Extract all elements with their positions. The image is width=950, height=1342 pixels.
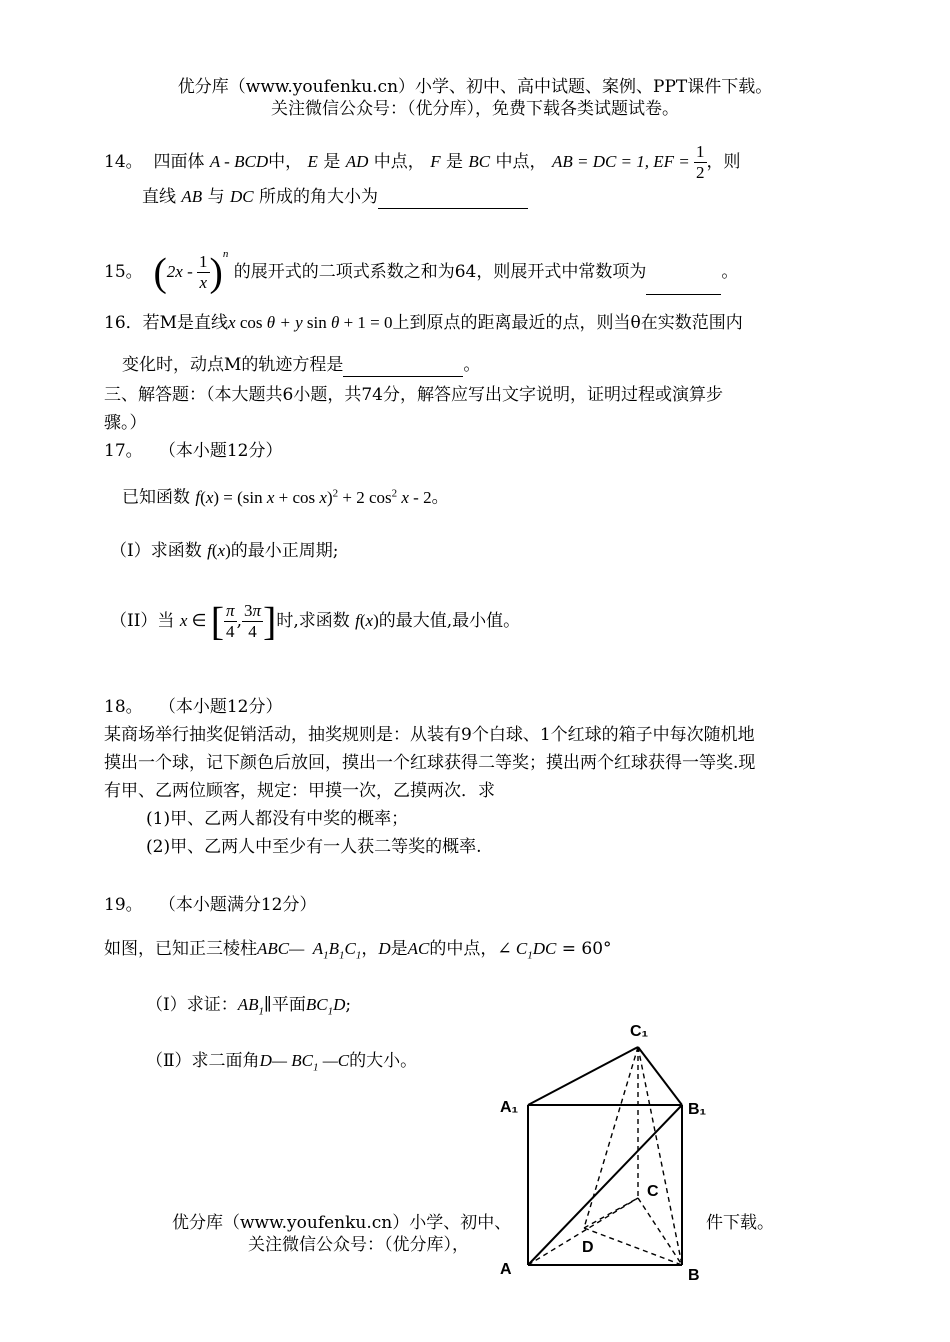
q19-text: 的中点， bbox=[429, 939, 498, 959]
section-3-heading-cont: 骤。） bbox=[104, 413, 147, 433]
header-line-2: 关注微信公众号：（优分库），免费下载各类试题试卷。 bbox=[271, 99, 679, 119]
prism-figure bbox=[490, 1010, 730, 1304]
q14-text: 中点， bbox=[373, 152, 425, 172]
question-16-line-1 bbox=[104, 312, 743, 334]
question-17-part-1 bbox=[110, 540, 338, 562]
math-tetrahedron: A - BCD bbox=[209, 152, 269, 171]
q19-text: 是 bbox=[390, 939, 408, 959]
math-line-equation: x bbox=[228, 313, 236, 332]
math-text: θ bbox=[330, 313, 340, 332]
score-label: （本小题满分12分） bbox=[158, 895, 317, 915]
q16-text: 变化时，动点M的轨迹方程是 bbox=[122, 355, 344, 375]
q19-text: ， bbox=[361, 939, 379, 959]
math-function: f bbox=[195, 487, 201, 507]
q16-text: 。 bbox=[463, 355, 481, 375]
question-18-number: 18。 bbox=[104, 697, 143, 717]
section-3-heading: 三、解答题：（本大题共6小题，共74分，解答应写出文字说明，证明过程或演算步 bbox=[104, 385, 723, 405]
score-label: （本小题12分） bbox=[158, 697, 283, 717]
math-prism: ABC— $A_1B_1C_1$ bbox=[257, 939, 362, 962]
label-a1: A₁ bbox=[500, 1099, 519, 1116]
question-18-sub-1: (1)甲、乙两人都没有中奖的概率； bbox=[146, 809, 409, 829]
question-17-given bbox=[122, 482, 449, 509]
question-18-sub-2: (2)甲、乙两人中至少有一人获二等奖的概率. bbox=[146, 837, 482, 857]
question-14-line-2 bbox=[142, 186, 528, 209]
q14-text: 中点， bbox=[495, 152, 547, 172]
q14-text: 是 bbox=[446, 152, 463, 172]
footer-line-2: 关注微信公众号：（优分库）， bbox=[248, 1235, 469, 1255]
math-bc: BC bbox=[468, 152, 491, 171]
q19-text: = 60° bbox=[556, 939, 612, 959]
question-18-line-1: 某商场举行抽奖促销活动，抽奖规则是：从装有9个白球、1个红球的箱子中每次随机地 bbox=[104, 725, 755, 745]
q19-text: ; bbox=[345, 995, 352, 1015]
label-b: B bbox=[688, 1267, 700, 1284]
fraction-3pi-4: $\frac{3\pi}{4}$ bbox=[243, 601, 261, 641]
bracket-right: ] bbox=[263, 598, 277, 644]
q17-text: 已知函数 bbox=[122, 487, 190, 508]
question-19-number: 19。 bbox=[104, 895, 143, 915]
math-text: sin bbox=[302, 313, 331, 332]
math-ab: AB bbox=[181, 187, 203, 206]
fraction-pi-4: $\frac{\pi}{4}$ bbox=[226, 601, 235, 641]
question-18-header bbox=[104, 696, 283, 718]
score-label: （本小题12分） bbox=[158, 441, 283, 461]
question-18-line-3: 有甲、乙两位顾客，规定：甲摸一次，乙摸两次．求 bbox=[104, 781, 495, 801]
q17-text: 的最大值,最小值。 bbox=[378, 611, 521, 631]
question-17-part-2: （II）当 x ∈ [ $\frac{\pi}{4}$ , $\frac{3\pi}{4}$ ]时,求函数 f(x)的最大值,最小值。 bbox=[110, 598, 521, 644]
q14-text: 与 bbox=[207, 187, 225, 207]
q19-text: （Ⅱ）求二面角 bbox=[146, 1051, 260, 1071]
bracket-left: [ bbox=[210, 598, 225, 644]
question-16-number: 16．若M是直线 bbox=[104, 313, 229, 333]
math-d: D bbox=[378, 939, 391, 958]
footer-line-1a: 优分库（www.youfenku.cn）小学、初中、 bbox=[172, 1213, 512, 1233]
q17-text: （II）当 bbox=[110, 611, 175, 631]
q14-text: ，则 bbox=[706, 152, 741, 172]
q17-text: 的最小正周期; bbox=[230, 541, 339, 561]
paren-right: ) bbox=[209, 249, 223, 295]
math-text: θ + y bbox=[266, 313, 303, 332]
question-18-line-2: 摸出一个球，记下颜色后放回，摸出一个红球获得二等奖；摸出两个红球获得一等奖.现 bbox=[104, 753, 756, 773]
paren-left: ( bbox=[153, 249, 167, 295]
q14-text: 是 bbox=[323, 152, 341, 172]
q14-text: 所成的角大小为 bbox=[259, 187, 379, 207]
fraction-one-half: $\frac{1}{2}$ bbox=[696, 142, 705, 182]
q17-text: 时,求函数 bbox=[276, 611, 350, 631]
answer-blank[interactable] bbox=[378, 186, 528, 209]
exponent-n: n bbox=[222, 248, 229, 260]
question-19-given bbox=[104, 938, 612, 966]
math-dihedral: D— $BC_1$ —C bbox=[259, 1051, 350, 1074]
math-plane: $BC_1D$ bbox=[305, 995, 346, 1018]
q19-text: （Ⅰ）求证： bbox=[146, 995, 238, 1015]
q15-text: 的展开式的二项式系数之和为64，则展开式中常数项为 bbox=[233, 262, 647, 282]
math-text: + 1 = 0 bbox=[339, 313, 393, 332]
q17-text: 。 bbox=[431, 487, 449, 508]
question-14-number: 14。 bbox=[104, 152, 143, 172]
math-point-e: E bbox=[307, 152, 318, 171]
question-19-part-2 bbox=[146, 1050, 417, 1078]
math-angle: ∠ $C_1DC$ bbox=[497, 939, 557, 962]
prism-diagram bbox=[490, 1010, 730, 1300]
edge-c1-b1 bbox=[638, 1047, 682, 1105]
header-line-1: 优分库（www.youfenku.cn）小学、初中、高中试题、案例、PPT课件下载。 bbox=[177, 77, 773, 97]
q16-text: 上到原点的距离最近的点，则当θ在实数范围内 bbox=[392, 313, 743, 333]
question-14-line-1 bbox=[104, 142, 741, 183]
math-text: (x) bbox=[359, 611, 379, 630]
math-x-in: x bbox=[179, 611, 188, 630]
math-point-f: F bbox=[430, 152, 441, 171]
q14-text: 直线 bbox=[142, 187, 176, 207]
question-17-number: 17。 bbox=[104, 441, 143, 461]
answer-blank[interactable] bbox=[646, 250, 721, 295]
math-2x: 2x - bbox=[166, 262, 197, 281]
math-text: cos bbox=[235, 313, 267, 332]
answer-blank[interactable] bbox=[343, 354, 463, 377]
math-text: (x) = (sin x + cos x)$^2$ + 2 $\cos^2 x - 2$ bbox=[200, 487, 432, 507]
label-c1: C₁ bbox=[630, 1023, 649, 1040]
q14-text: 四面体 bbox=[153, 152, 205, 172]
math-fx: f bbox=[207, 541, 212, 560]
q19-text: 如图，已知正三棱柱 bbox=[104, 939, 257, 959]
label-a: A bbox=[500, 1261, 512, 1278]
math-text: ∈ bbox=[187, 611, 211, 630]
question-15 bbox=[104, 232, 738, 295]
math-ad: AD bbox=[345, 152, 369, 171]
q19-text: 的大小。 bbox=[349, 1051, 418, 1071]
q15-text: 。 bbox=[721, 262, 739, 282]
q19-text: ∥平面 bbox=[264, 995, 306, 1015]
question-19-header bbox=[104, 894, 317, 916]
label-b1: B₁ bbox=[688, 1101, 707, 1118]
footer-line-1b: 件下载。 bbox=[706, 1213, 774, 1233]
edge-a1-c1 bbox=[528, 1047, 638, 1105]
fraction-one-over-x: $\frac{1}{x}$ bbox=[199, 252, 208, 292]
label-d: D bbox=[582, 1239, 594, 1256]
question-19-part-1 bbox=[146, 994, 351, 1022]
question-15-number: 15。 bbox=[104, 262, 143, 282]
math-ab1: $AB_1$ bbox=[237, 995, 264, 1018]
math-condition: AB = DC = 1, EF = bbox=[551, 152, 695, 171]
math-dc: DC bbox=[230, 187, 254, 206]
q14-text: 中， bbox=[268, 152, 303, 172]
question-17-header bbox=[104, 440, 283, 462]
question-16-line-2 bbox=[122, 354, 480, 377]
math-text: (x) bbox=[211, 541, 231, 560]
label-c: C bbox=[647, 1183, 659, 1200]
math-fx: f bbox=[355, 611, 360, 630]
q17-text: （I）求函数 bbox=[110, 541, 202, 561]
math-ac: AC bbox=[407, 939, 430, 958]
